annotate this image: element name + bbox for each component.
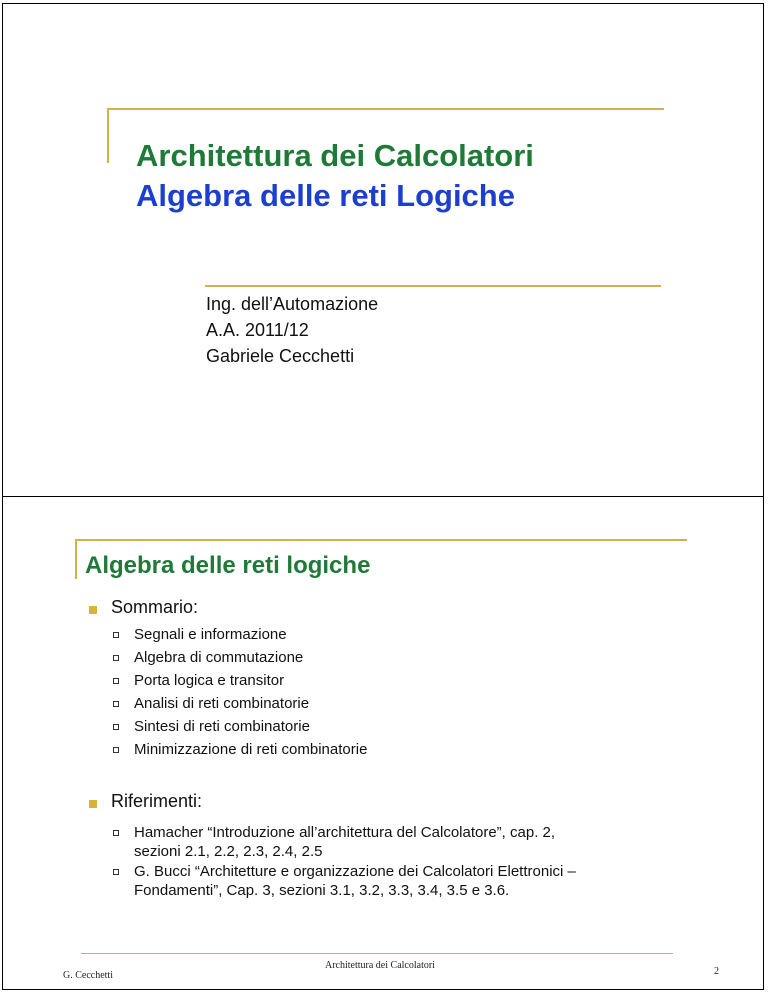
footer-course: Architettura dei Calcolatori (325, 960, 435, 971)
sub-bullet-icon (113, 632, 119, 638)
sub-bullet-icon (113, 678, 119, 684)
list-item: Minimizzazione di reti combinatorie (134, 741, 368, 758)
footer-author: G. Cecchetti (63, 970, 113, 981)
sub-bullet-icon (113, 724, 119, 730)
content-slide (2, 496, 764, 990)
subtitle-program: Ing. dell’Automazione (206, 294, 379, 314)
footer-divider (81, 953, 673, 954)
title-decoration-bar (75, 539, 77, 579)
title-decoration-line (75, 539, 687, 541)
sub-bullet-icon (113, 869, 119, 875)
sub-bullet-icon (113, 701, 119, 707)
reference-line: Fondamenti”, Cap. 3, sezioni 3.1, 3.2, 3.3, 3.4, 3.5 e 3.6. (134, 882, 510, 899)
section-label-riferimenti: Riferimenti: (111, 791, 203, 811)
bullet-square-icon (89, 606, 97, 614)
reference-line: Hamacher “Introduzione all’architettura del Calcolatore”, cap. 2, (134, 824, 556, 841)
list-item: Sintesi di reti combinatorie (134, 718, 310, 735)
list-item: Segnali e informazione (134, 626, 287, 643)
title-decoration-line (107, 108, 664, 110)
bullet-square-icon (89, 800, 97, 808)
sub-bullet-icon (113, 830, 119, 836)
subtitle-decoration-line (205, 285, 661, 287)
title-slide (2, 3, 764, 497)
slide-title-line2: Algebra delle reti Logiche (136, 178, 515, 213)
section-label-sommario: Sommario: (111, 597, 199, 617)
page-number: 2 (714, 966, 719, 977)
sub-bullet-icon (113, 655, 119, 661)
slide-title-line1: Architettura dei Calcolatori (136, 138, 534, 173)
subtitle-author: Gabriele Cecchetti (206, 346, 355, 366)
list-item: Analisi di reti combinatorie (134, 695, 310, 712)
list-item: Algebra di commutazione (134, 649, 304, 666)
reference-line: G. Bucci “Architetture e organizzazione dei Calcolatori Elettronici – (134, 863, 576, 880)
title-decoration-bar (107, 108, 109, 163)
slide-title: Algebra delle reti logiche (85, 552, 371, 579)
reference-line: sezioni 2.1, 2.2, 2.3, 2.4, 2.5 (134, 843, 323, 860)
list-item: Porta logica e transitor (134, 672, 285, 689)
subtitle-year: A.A. 2011/12 (206, 320, 309, 340)
sub-bullet-icon (113, 747, 119, 753)
